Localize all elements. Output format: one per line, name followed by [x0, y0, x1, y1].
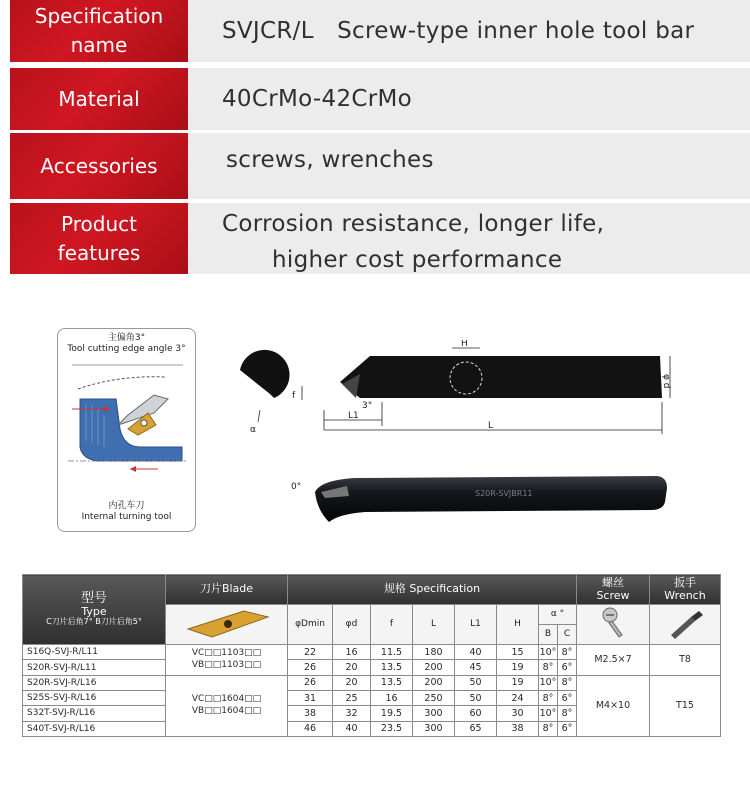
spec-label-line: Accessories — [40, 153, 158, 178]
header-text: Type — [81, 605, 107, 619]
table-row — [23, 675, 721, 690]
col-d: φd — [333, 605, 371, 645]
tool-bar-photo — [285, 470, 670, 530]
header-text: Screw — [596, 588, 630, 602]
spec-row-name — [10, 0, 750, 62]
cell-l: 300 — [413, 721, 455, 736]
header-text: 扳手 — [674, 576, 696, 590]
cell-dmin: 31 — [288, 690, 333, 705]
dim-l-label: L — [488, 421, 494, 431]
cell-h: 19 — [497, 675, 539, 690]
cell-h: 19 — [497, 660, 539, 675]
cell-c: 8° — [558, 645, 577, 660]
spec-value: screws, wrenches — [226, 147, 434, 173]
col-type — [23, 575, 166, 645]
cell-type: S25S-SVJ-R/L16 — [23, 690, 166, 705]
col-l: L — [413, 605, 455, 645]
cell-b: 8° — [539, 690, 558, 705]
cell-l: 180 — [413, 645, 455, 660]
blade-code: VC□□1604□□ — [191, 694, 262, 705]
spec-table — [22, 574, 720, 737]
cell-b: 8° — [539, 721, 558, 736]
header-text: Wrench — [664, 588, 706, 602]
cell-l1: 65 — [455, 721, 497, 736]
spec-label-line: features — [57, 240, 141, 265]
spec-label — [10, 0, 188, 62]
spec-label — [10, 203, 188, 274]
cell-dmin: 46 — [288, 721, 333, 736]
cell-c: 6° — [558, 721, 577, 736]
cell-dmin: 26 — [288, 660, 333, 675]
cell-b: 10° — [539, 706, 558, 721]
cell-f: 16 — [371, 690, 413, 705]
header-text: C刀片后角7° B刀片后角5° — [46, 617, 142, 627]
cell-type: S20R-SVJ-R/L16 — [23, 675, 166, 690]
cell-l: 250 — [413, 690, 455, 705]
cell-h: 24 — [497, 690, 539, 705]
col-dmin: φDmin — [288, 605, 333, 645]
cell-d: 16 — [333, 645, 371, 660]
cell-b: 8° — [539, 660, 558, 675]
cell-dmin: 38 — [288, 706, 333, 721]
alpha-label: α — [250, 425, 256, 435]
cell-d: 40 — [333, 721, 371, 736]
diagram-bottom-caption — [58, 501, 195, 524]
cell-h: 38 — [497, 721, 539, 736]
cell-dmin: 22 — [288, 645, 333, 660]
cell-screw: M2.5×7 — [577, 645, 650, 676]
blade-insert-image — [166, 605, 288, 645]
spec-row-features — [10, 203, 750, 274]
spec-value-line: Corrosion resistance, longer life, — [222, 211, 605, 237]
col-h: H — [497, 605, 539, 645]
cell-l1: 50 — [455, 690, 497, 705]
cell-blade — [166, 675, 288, 736]
col-f: f — [371, 605, 413, 645]
cell-h: 15 — [497, 645, 539, 660]
spec-value: SVJCR/L Screw-type inner hole tool bar — [222, 18, 695, 44]
cell-d: 32 — [333, 706, 371, 721]
header-text: 螺丝 — [602, 576, 624, 590]
cell-f: 19.5 — [371, 706, 413, 721]
insert-icon — [182, 605, 272, 641]
col-alpha: α ° — [539, 605, 577, 625]
cell-l: 200 — [413, 660, 455, 675]
caption-en: Tool cutting edge angle 3° — [67, 344, 186, 355]
blade-code: VC□□1103□□ — [191, 648, 262, 659]
wrench-image — [650, 605, 721, 645]
cell-c: 6° — [558, 660, 577, 675]
cell-blade — [166, 645, 288, 676]
dim-l1-label: L1 — [348, 411, 359, 421]
col-wrench — [650, 575, 721, 605]
cell-l: 300 — [413, 706, 455, 721]
dim-h-label: H — [461, 340, 468, 349]
angle-0-label: 0° — [291, 482, 302, 492]
cell-c: 8° — [558, 706, 577, 721]
col-b: B — [539, 625, 558, 645]
spec-row-accessories — [10, 133, 750, 199]
cell-screw: M4×10 — [577, 675, 650, 736]
spec-value: 40CrMo-42CrMo — [222, 86, 413, 112]
spec-label-line: Specification — [34, 4, 164, 28]
cell-h: 30 — [497, 706, 539, 721]
cell-c: 6° — [558, 690, 577, 705]
screw-image — [577, 605, 650, 645]
cell-l1: 60 — [455, 706, 497, 721]
cell-wrench: T8 — [650, 645, 721, 676]
cell-type: S16Q-SVJ-R/L11 — [23, 645, 166, 660]
cell-l1: 50 — [455, 675, 497, 690]
angle-3-label: 3° — [362, 401, 373, 411]
bar-marking: S20R-SVJBR11 — [475, 489, 533, 498]
col-c: C — [558, 625, 577, 645]
spec-label-line: name — [70, 33, 128, 57]
cell-f: 23.5 — [371, 721, 413, 736]
spec-row-material — [10, 68, 750, 130]
caption-en: Internal turning tool — [81, 511, 172, 522]
col-spec: 规格 Specification — [288, 575, 577, 605]
tool-dimension-drawing — [230, 340, 680, 440]
caption-cn: 主偏角3° — [107, 333, 146, 343]
cell-type: S40T-SVJ-R/L16 — [23, 721, 166, 736]
cutting-angle-diagram — [57, 328, 196, 532]
cell-l1: 40 — [455, 645, 497, 660]
dim-d-label: φ d — [661, 374, 671, 389]
blade-code: VB□□1604□□ — [191, 705, 262, 716]
cell-f: 11.5 — [371, 645, 413, 660]
table-row — [23, 645, 721, 660]
header-text: 型号 — [80, 590, 107, 606]
cell-c: 8° — [558, 675, 577, 690]
col-screw — [577, 575, 650, 605]
cell-l1: 45 — [455, 660, 497, 675]
cell-type: S32T-SVJ-R/L16 — [23, 706, 166, 721]
dim-f-label: f — [292, 391, 296, 401]
spec-label — [10, 133, 188, 199]
spec-label-line: Product — [61, 211, 137, 236]
screw-icon — [598, 605, 628, 641]
cell-l: 200 — [413, 675, 455, 690]
spec-value-line: higher cost performance — [272, 246, 563, 273]
col-l1: L1 — [455, 605, 497, 645]
wrench-icon — [665, 605, 705, 641]
blade-code: VB□□1103□□ — [191, 659, 262, 670]
cell-f: 13.5 — [371, 660, 413, 675]
cell-d: 25 — [333, 690, 371, 705]
spec-label — [10, 68, 188, 130]
spec-label-line: Material — [58, 86, 140, 111]
cell-d: 20 — [333, 675, 371, 690]
cell-d: 20 — [333, 660, 371, 675]
cell-type: S20R-SVJ-R/L11 — [23, 660, 166, 675]
caption-cn: 内孔车刀 — [108, 500, 145, 511]
cell-f: 13.5 — [371, 675, 413, 690]
col-blade: 刀片Blade — [166, 575, 288, 605]
cell-b: 10° — [539, 645, 558, 660]
cell-b: 10° — [539, 675, 558, 690]
cell-dmin: 26 — [288, 675, 333, 690]
cell-wrench: T15 — [650, 675, 721, 736]
spec-value — [222, 203, 750, 274]
